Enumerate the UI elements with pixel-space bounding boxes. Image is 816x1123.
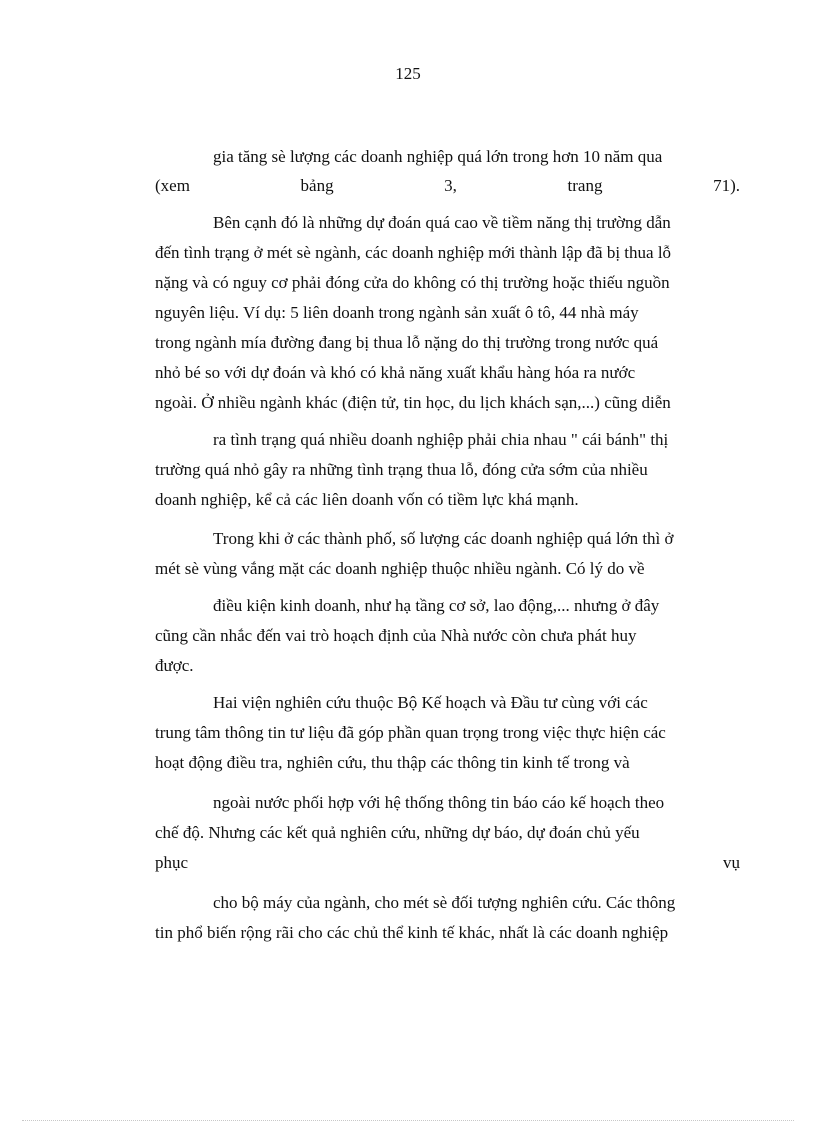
text-line: chế độ. Nhưng các kết quả nghiên cứu, những dự báo, dự đoán chủ yếu [155,823,640,842]
text-line: trường quá nhỏ gây ra những tình trạng thua lỗ, đóng cửa sớm của nhiều [155,460,648,479]
text-line: trong ngành mía đường đang bị thua lỗ nặng do thị trường trong nước quá [155,333,659,352]
text-line: trung tâm thông tin tư liệu đã góp phần quan trọng trong việc thực hiện các [155,723,666,742]
text-line: cho bộ máy của ngành, cho mét sè đối tượng nghiên cứu. Các thông [213,893,676,912]
text-line: Hai viện nghiên cứu thuộc Bộ Kế hoạch và Đầu tư cùng với các [213,693,648,712]
text-line: được. [155,656,194,675]
text-line: gia tăng sè lượng các doanh nghiệp quá lớn trong hơn 10 năm qua [213,147,663,166]
text-line: tin phổ biến rộng rãi cho các chủ thể kinh tế khác, nhất là các doanh nghiệp [155,923,669,942]
text-line: nhỏ bé so với dự đoán và khó có khả năng xuất khẩu hàng hóa ra nước [155,363,636,382]
text-line: ngoài. Ở nhiều ngành khác (điện tử, tin học, du lịch khách sạn,...) cũng diễn [155,393,671,412]
text-line: Bên cạnh đó là những dự đoán quá cao về tiềm năng thị trường dẫn [213,213,671,232]
text-line: mét sè vùng vắng mặt các doanh nghiệp thuộc nhiều ngành. Có lý do về [155,559,645,578]
text-line: ra tình trạng quá nhiều doanh nghiệp phải chia nhau " cái bánh" thị [213,430,669,449]
text-line: Trong khi ở các thành phố, số lượng các doanh nghiệp quá lớn thì ở [213,529,674,548]
text-line: nguyên liệu. Ví dụ: 5 liên doanh trong ngành sản xuất ô tô, 44 nhà máy [155,303,639,322]
page-number: 125 [395,64,421,83]
page-bottom-border [22,1120,794,1121]
text-line: phục vụ [155,853,740,872]
text-line: ngoài nước phối hợp với hệ thống thông tin báo cáo kế hoạch theo [213,793,665,812]
text-line: nặng và có nguy cơ phải đóng cửa do không có thị trường hoặc thiếu nguồn [155,273,670,292]
text-line: cũng cần nhắc đến vai trò hoạch định của Nhà nước còn chưa phát huy [155,626,637,645]
text-line: doanh nghiệp, kể cả các liên doanh vốn có tiềm lực khá mạnh. [155,490,579,509]
text-line: điều kiện kinh doanh, như hạ tầng cơ sở, lao động,... nhưng ở đây [213,596,660,615]
text-line: (xem bảng 3, trang 71). [155,176,740,195]
text-line: hoạt động điều tra, nghiên cứu, thu thập các thông tin kinh tế trong và [155,753,630,772]
text-line: đến tình trạng ở mét sè ngành, các doanh nghiệp mới thành lập đã bị thua lỗ [155,243,672,262]
